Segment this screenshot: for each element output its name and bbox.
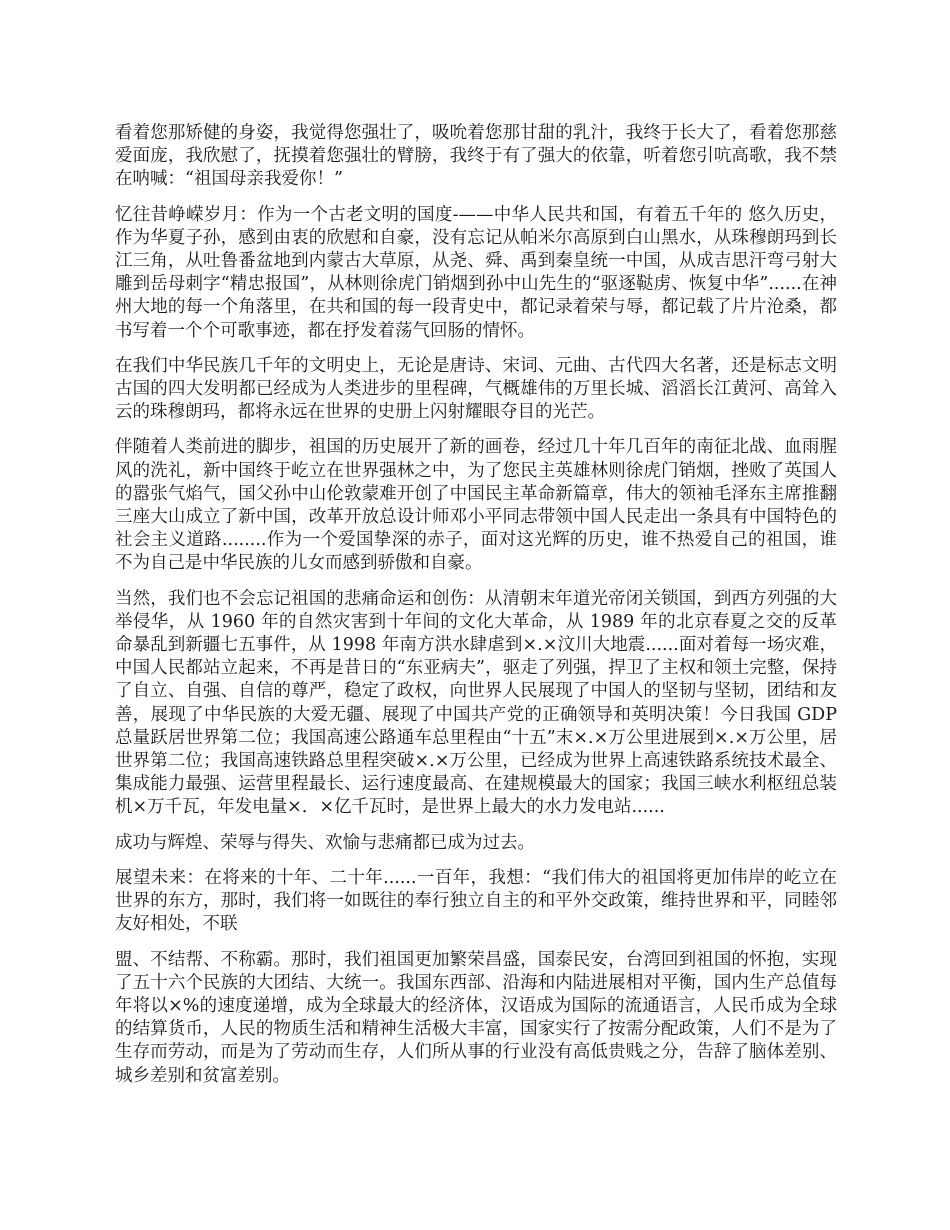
paragraph-8: 盟、不结帮、不称霸。那时，我们祖国更加繁荣昌盛，国泰民安，台湾回到祖国的怀抱，实现了五十六个民族的大团结、大统一。我国东西部、沿海和内陆进展相对平衡，国内生产总值每年将以×%的速度递增，成为全球最大的经济体，汉语成为国际的流通语言，人民币成为全球的结算货币，人民的物质生活和精神生活极大丰富，国家实行了按需分配政策，人们不是为了生存而劳动，而是为了劳动而生存，人们所从事的行业没有高低贵贱之分，告辞了脑体差别、城乡差别和贫富差别。 bbox=[115, 949, 837, 1086]
paragraph-7: 展望未来：在将来的十年、二十年......一百年，我想：“我们伟大的祖国将更加伟岸的屹立在世界的东方，那时，我们将一如既往的奉行独立自主的和平外交政策，维持世界和平，同睦邻友好相处，不联 bbox=[115, 867, 837, 935]
paragraph-5: 当然，我们也不会忘记祖国的悲痛命运和创伤：从清朝末年道光帝闭关锁国，到西方列强的大举侵华，从 1960 年的自然灾害到十年间的文化大革命，从 1989 年的北京春夏之交的反革命暴乱到新疆七五事件，从 1998 年南方洪水肆虐到×.×汶川大地震......面对着每一场灾难，中国人民都站立起来，不再是昔日的“东亚病夫”，驱走了列强，捍卫了主权和领土完整，保持了自立、自强、自信的尊严，稳定了政权，向世界人民展现了中国人的坚韧与坚韧，团结和友善，展现了中华民族的大爱无疆、展现了中国共产党的正确领导和英明决策！今日我国 GDP 总量跃居世界第二位；我国高速公路通车总里程由“十五”末×.×万公里进展到×.×万公里，居世界第二位；我国高速铁路总里程突破×.×万公里，已经成为世界上高速铁路系统技术最全、集成能力最强、运营里程最长、运行速度最高、在建规模最大的国家；我国三峡水利枢纽总装机×万千瓦，年发电量×．×亿千瓦时，是世界上最大的水力发电站...... bbox=[115, 588, 837, 818]
paragraph-4: 伴随着人类前进的脚步，祖国的历史展开了新的画卷，经过几十年几百年的南征北战、血雨腥风的洗礼，新中国终于屹立在世界强林之中，为了您民主英雄林则徐虎门销烟，挫败了英国人的嚣张气焰气，国父孙中山伦敦蒙难开创了中国民主革命新篇章，伟大的领袖毛泽东主席推翻三座大山成立了新中国，改革开放总设计师邓小平同志带领中国人民走出一条具有中国特色的社会主义道路........作为一个爱国挚深的赤子，面对这光辉的历史，谁不热爱自己的祖国，谁不为自己是中华民族的儿女而感到骄傲和自豪。 bbox=[115, 437, 837, 574]
document-body bbox=[115, 122, 837, 1100]
paragraph-3: 在我们中华民族几千年的文明史上，无论是唐诗、宋词、元曲、古代四大名著，还是标志文明古国的四大发明都已经成为人类进步的里程碑，气概雄伟的万里长城、滔滔长江黄河、高耸入云的珠穆朗玛，都将永远在世界的史册上闪射耀眼夺目的光芒。 bbox=[115, 355, 837, 423]
paragraph-6: 成功与辉煌、荣辱与得失、欢愉与悲痛都已成为过去。 bbox=[115, 832, 535, 853]
paragraph-2: 忆往昔峥嵘岁月：作为一个古老文明的国度-——中华人民共和国，有着五千年的 悠久历史，作为华夏子孙，感到由衷的欣慰和自豪，没有忘记从帕米尔高原到白山黑水，从珠穆朗玛到长江三角，从吐鲁番盆地到内蒙古大草原，从尧、舜、禹到秦皇统一中国，从成吉思汗弯弓射大雕到岳母刺字“精忠报国”，从林则徐虎门销烟到孙中山先生的“驱逐鞑虏、恢复中华”......在神州大地的每一个角落里，在共和国的每一段青史中，都记录着荣与辱，都记载了片片沧桑，都书写着一个个可歌事迹，都在抒发着荡气回肠的情怀。 bbox=[115, 204, 837, 341]
paragraph-1: 看着您那矫健的身姿，我觉得您强壮了，吸吮着您那甘甜的乳汁，我终于长大了，看着您那慈爱面庞，我欣慰了，抚摸着您强壮的臂膀，我终于有了强大的依靠，听着您引吭高歌，我不禁在呐喊：“祖国母亲我爱你！” bbox=[115, 123, 837, 190]
